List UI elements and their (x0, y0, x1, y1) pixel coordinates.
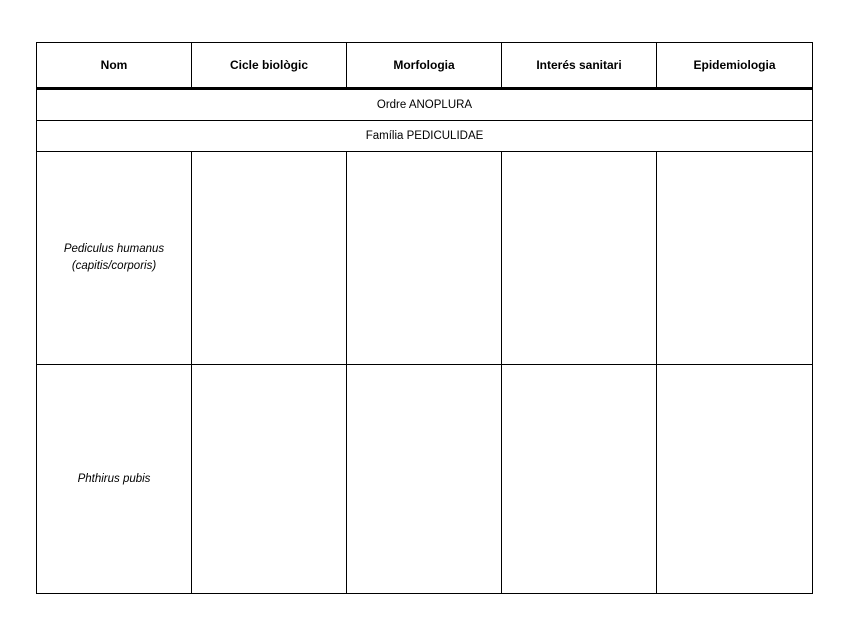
species-name-cell (37, 152, 192, 365)
cell-cicle-biologic (192, 152, 347, 365)
cell-interes-sanitari (502, 365, 657, 594)
header-nom: Nom (37, 43, 192, 89)
cell-epidemiologia (657, 365, 813, 594)
species-table (36, 42, 813, 594)
header-morfologia: Morfologia (347, 43, 502, 89)
cell-morfologia (347, 152, 502, 365)
order-row (37, 89, 813, 121)
header-cicle-biologic: Cicle biològic (192, 43, 347, 89)
family-label: Família PEDICULIDAE (37, 121, 813, 152)
order-label: Ordre ANOPLURA (37, 89, 813, 121)
cell-epidemiologia (657, 152, 813, 365)
family-row (37, 121, 813, 152)
cell-interes-sanitari (502, 152, 657, 365)
species-name: Phthirus pubis (77, 472, 151, 485)
cell-morfologia (347, 365, 502, 594)
table-row (37, 365, 813, 594)
species-name-cell (37, 365, 192, 594)
table-row (37, 152, 813, 365)
species-name: Pediculus humanus (63, 243, 165, 255)
header-interes-sanitari: Interés sanitari (502, 43, 657, 89)
cell-cicle-biologic (192, 365, 347, 594)
header-row (37, 43, 813, 89)
species-subtitle: (capitis/corporis) (71, 260, 157, 272)
header-epidemiologia: Epidemiologia (657, 43, 813, 89)
